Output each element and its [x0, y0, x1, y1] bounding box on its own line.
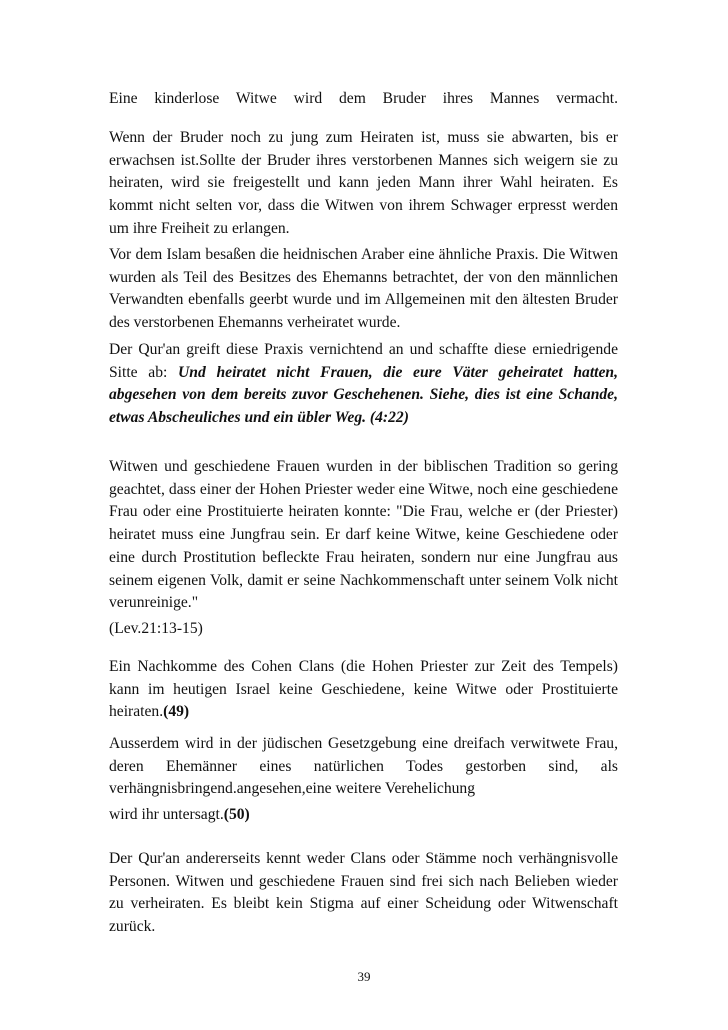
paragraph-5: Witwen und geschiedene Frauen wurden in der biblischen Tradition so gering geachtet, dass einer der Hohen Priester weder eine Witwe, noch eine geschiedene Frau oder eine Prostituierte heiraten konnte: "Die Frau, welche er (der Priester) heiratet muss eine Jungfrau sein. Er darf keine Witwe, keine Geschiedene oder eine durch Prostitution befleckte Frau heiraten, sondern nur eine Jungfrau aus seinem eigenen Volk, damit er seine Nachkommenschaft unter seinem Volk nicht verunreinige."	[109, 458, 618, 612]
paragraph-8: Ausserdem wird in der jüdischen Gesetzgebung eine dreifach verwitwete Frau, deren Ehemänner eines natürlichen Todes gestorben sind, als verhängnisbringend.angesehen,eine weitere Verehelichung	[109, 735, 618, 798]
paragraph-10: Der Qur'an andererseits kennt weder Clans oder Stämme noch verhängnisvolle Personen. Witwen und geschiedene Frauen sind frei sich nach Belieben wieder zu verheiraten. Es bleibt kein Stigma auf einer Scheidung oder Witwenschaft zurück.	[109, 850, 618, 936]
paragraph-9-text: wird ihr untersagt.	[109, 806, 224, 823]
paragraph-1: Eine kinderlose Witwe wird dem Bruder ihres Mannes vermacht.	[109, 90, 618, 107]
paragraph-9	[109, 804, 618, 827]
quran-quote: Und heiratet nicht Frauen, die eure Väter geheiratet hatten, abgesehen von dem bereits zuvor Geschehenen. Siehe, dies ist eine Schande, etwas Abscheuliches und ein übler Weg. (4:22)	[109, 363, 618, 427]
paragraph-6-reference: (Lev.21:13-15)	[109, 620, 203, 637]
paragraph-2: Wenn der Bruder noch zu jung zum Heiraten ist, muss sie abwarten, bis er erwachsen ist.Sollte der Bruder ihres verstorbenen Mannes sich weigern sie zu heiraten, wird sie freigestellt und kann jeden Mann ihrer Wahl heiraten. Es kommt nicht selten vor, dass die Witwen von ihrem Schwager erpresst werden um ihre Freiheit zu erlangen.	[109, 129, 618, 237]
paragraph-7	[109, 656, 618, 724]
paragraph-4-intro: Der Qur'an greift diese Praxis vernichtend an und schaffte diese erniedrigende Sitte ab:	[109, 341, 618, 381]
page-number: 39	[357, 969, 371, 984]
footnote-ref-49: (49)	[163, 703, 190, 721]
footnote-ref-50: (50)	[223, 806, 250, 823]
paragraph-3: Vor dem Islam besaßen die heidnischen Araber eine ähnliche Praxis. Die Witwen wurden als Teil des Besitzes des Ehemanns betrachtet, der von den männlichen Verwandten ebenfalls geerbt wurde und im Allgemeinen mit den ältesten Bruder des verstorbenen Ehemanns verheiratet wurde.	[109, 246, 618, 332]
paragraph-4	[109, 339, 618, 430]
paragraph-7-text: Ein Nachkomme des Cohen Clans (die Hohen Priester zur Zeit des Tempels) kann im heutigen Israel keine Geschiedene, keine Witwe oder Prostituierte heiraten.	[109, 658, 618, 721]
